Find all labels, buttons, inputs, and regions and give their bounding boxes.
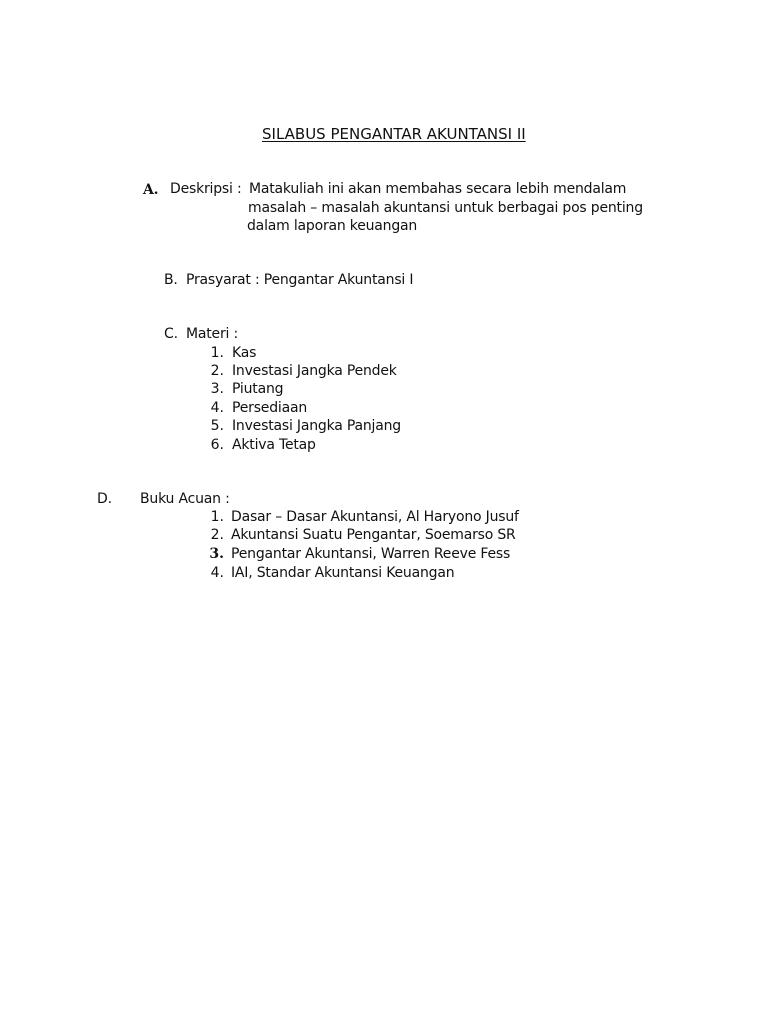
section-a-marker: A. [143,182,159,198]
section-a-line-3: dalam laporan keuangan [247,218,418,234]
list-item: Investasi Jangka Pendek [232,363,397,379]
list-item-number: 1. [210,509,224,525]
list-item: IAI, Standar Akuntansi Keuangan [231,565,455,581]
section-d-label: Buku Acuan : [140,491,230,507]
list-item: Investasi Jangka Panjang [232,418,401,434]
list-item-number: 2. [210,363,224,379]
section-b-text: Prasyarat : Pengantar Akuntansi I [186,272,414,288]
list-item-number: 4. [210,565,224,581]
list-item: Akuntansi Suatu Pengantar, Soemarso SR [231,527,516,543]
list-item-number: 3. [209,546,224,562]
list-item-number: 4. [210,400,224,416]
section-d-marker: D. [97,491,112,507]
list-item: Piutang [232,381,284,397]
list-item: Aktiva Tetap [232,437,316,453]
list-item-number: 3. [210,381,224,397]
list-item-number: 6. [210,437,224,453]
list-item: Pengantar Akuntansi, Warren Reeve Fess [231,546,511,562]
list-item-number: 2. [210,527,224,543]
section-a-label: Deskripsi : [170,181,242,197]
section-a-line-1: Matakuliah ini akan membahas secara lebih mendalam [249,181,627,197]
section-a-line-2: masalah – masalah akuntansi untuk berbagai pos penting [248,200,643,216]
section-c-label: Materi : [186,326,238,342]
list-item: Kas [232,345,257,361]
list-item-number: 1. [210,345,224,361]
page-title: SILABUS PENGANTAR AKUNTANSI II [262,125,526,143]
list-item-number: 5. [210,418,224,434]
list-item: Persediaan [232,400,308,416]
section-c-marker: C. [164,326,178,342]
list-item: Dasar – Dasar Akuntansi, Al Haryono Jusuf [231,509,519,525]
section-b-marker: B. [164,272,178,288]
